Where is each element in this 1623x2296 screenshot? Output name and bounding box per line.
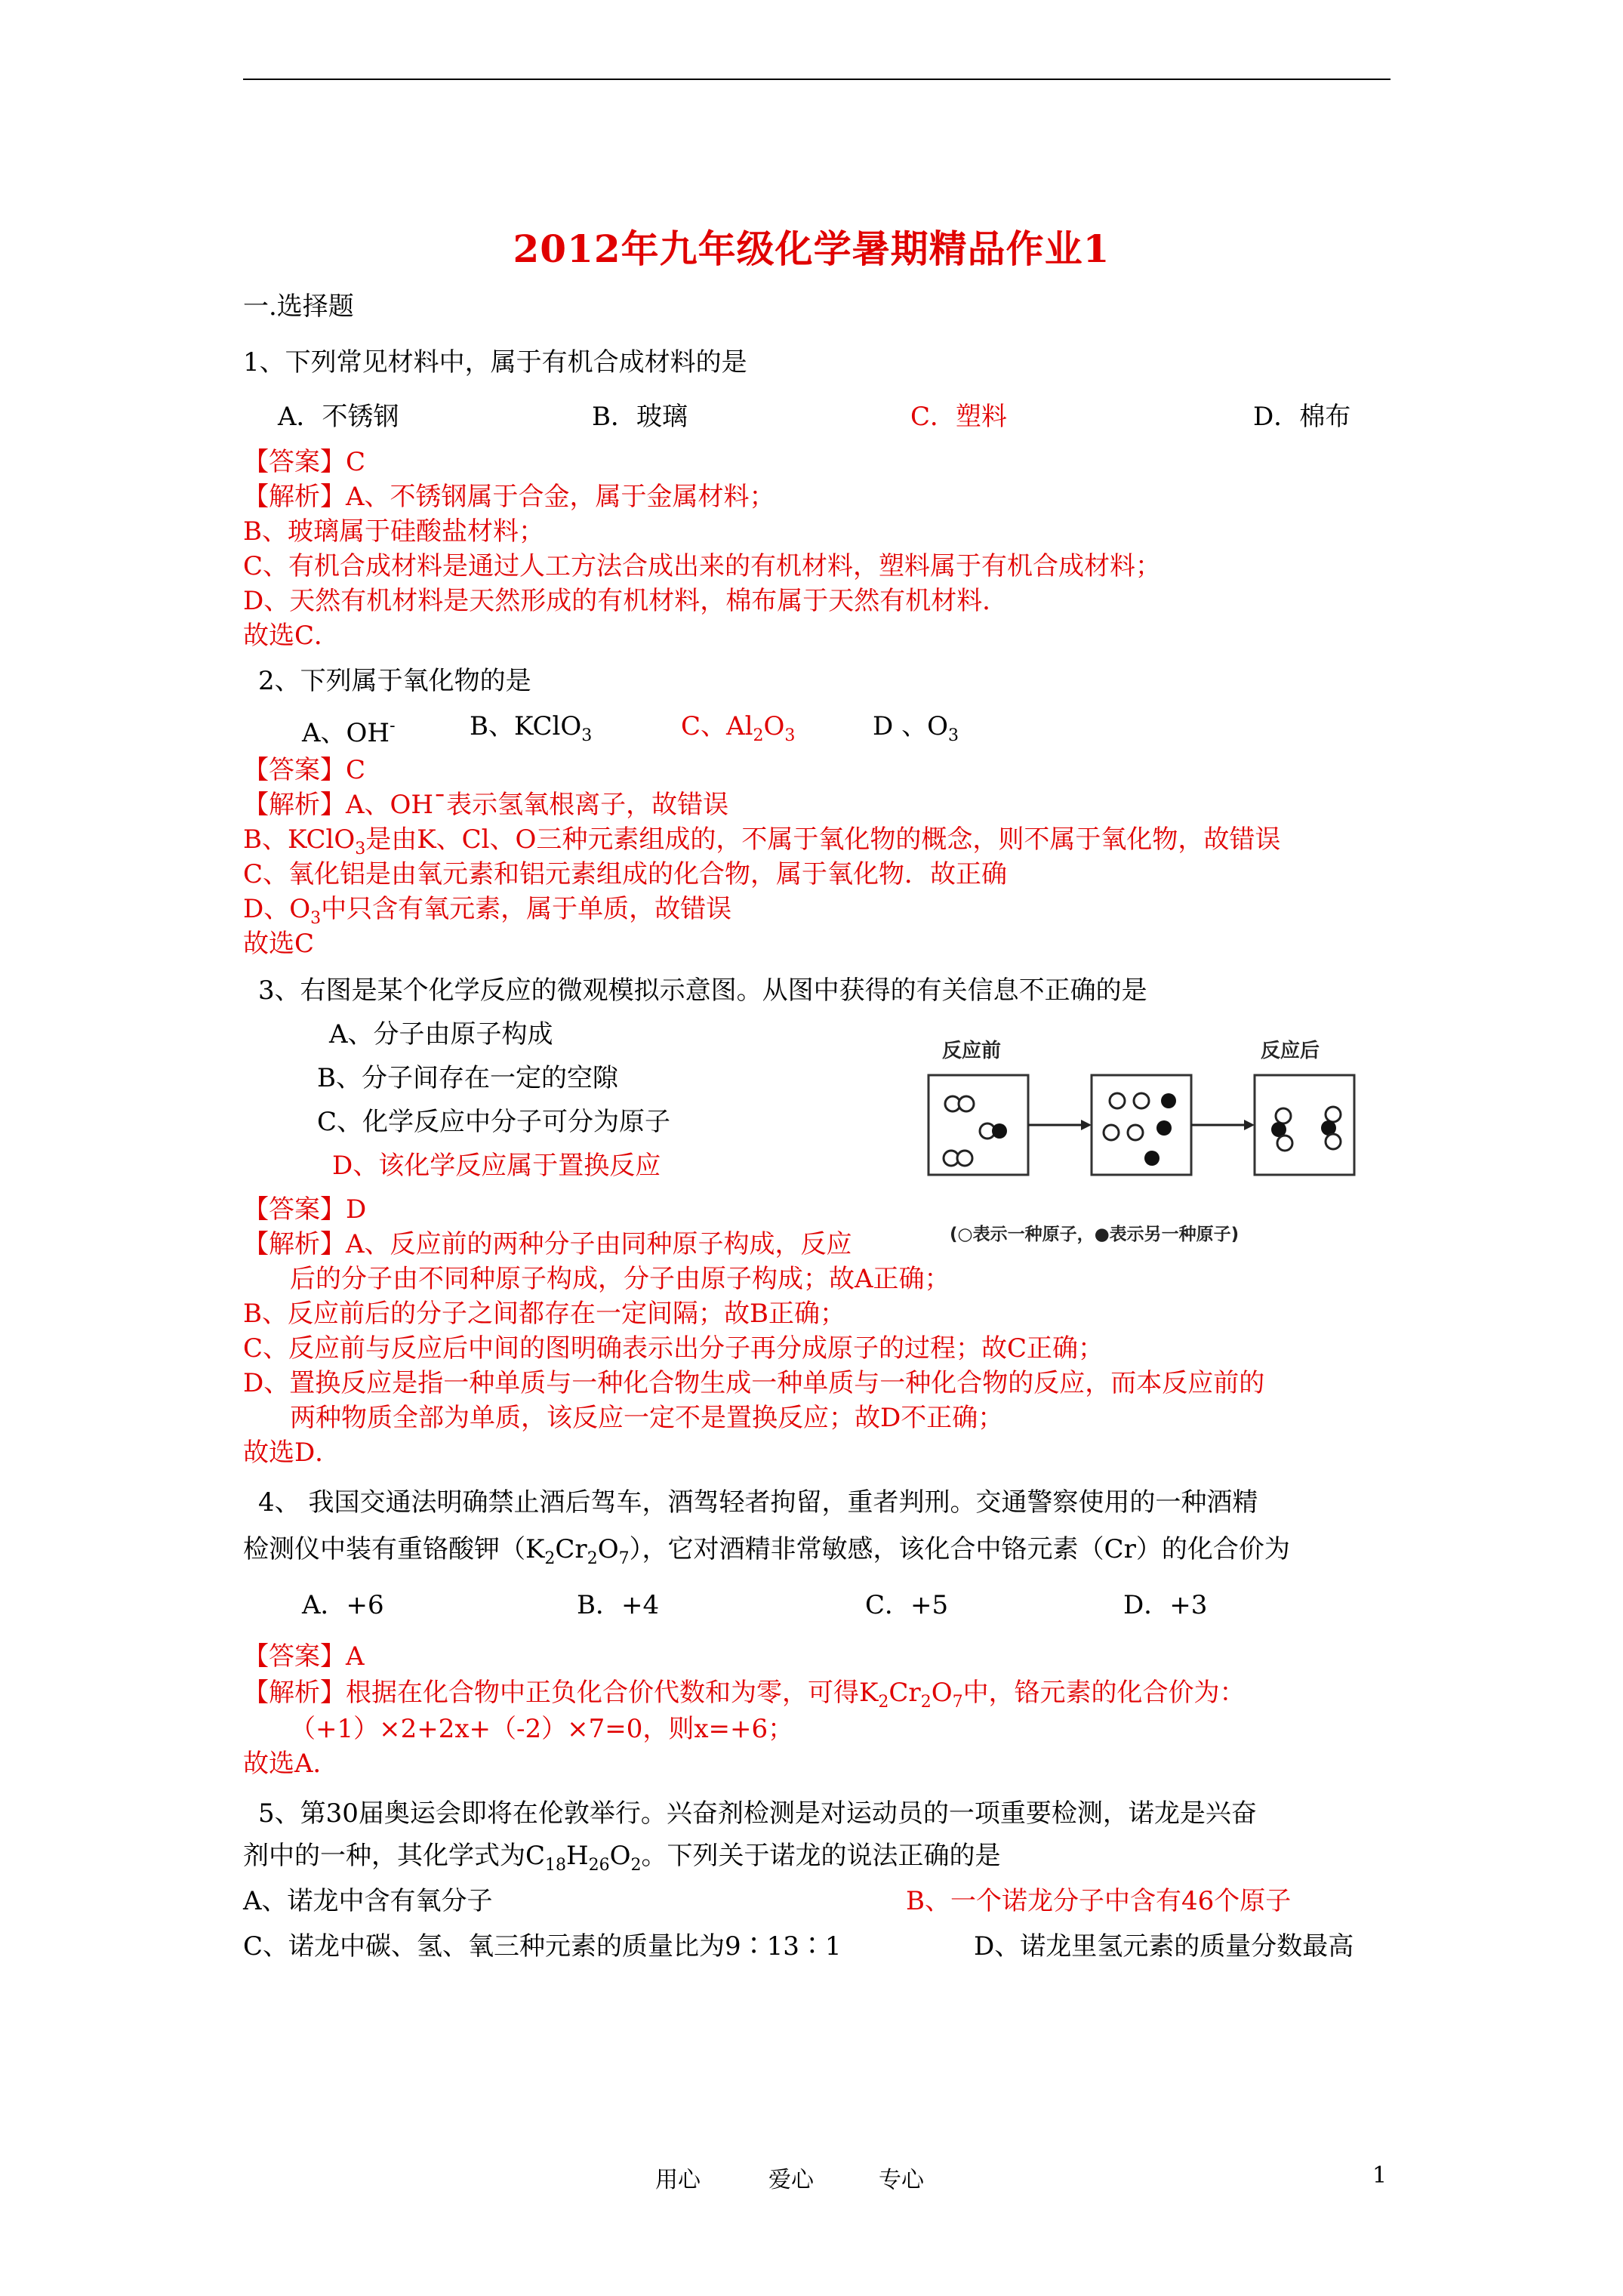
q2-analysis-line: D、$O_3$中只含有氧元素，属于单质，故错误 xyxy=(243,894,732,928)
header-rule xyxy=(243,79,1390,80)
page-number: 1 xyxy=(1372,2162,1387,2189)
footer-item: 用心 xyxy=(655,2167,701,2193)
footer-item: 爱心 xyxy=(768,2167,814,2193)
box-middle xyxy=(1092,1075,1191,1175)
q5-option-b: B、一个诺龙分子中含有46个原子 xyxy=(906,1886,1292,1916)
q3-option-a: A、分子由原子构成 xyxy=(329,1019,553,1049)
q2-stem: 2、下列属于氧化物的是 xyxy=(258,666,531,696)
q2-answer: 【答案】C xyxy=(243,755,366,785)
q5-option-d: D、诺龙里氢元素的质量分数最高 xyxy=(974,1931,1354,1962)
q3-answer: 【答案】D xyxy=(243,1194,367,1225)
q5-stem: 5、第30届奥运会即将在伦敦举行。兴奋剂检测是对运动员的一项重要检测，诺龙是兴奋 xyxy=(258,1798,1257,1829)
q3-analysis-line: D、置换反应是指一种单质与一种化合物生成一种单质与一种化合物的反应，而本反应前的 xyxy=(243,1368,1265,1398)
q3-analysis-line: C、反应前与反应后中间的图明确表示出分子再分成原子的过程；故C正确； xyxy=(243,1333,1104,1364)
label-after: 反应后 xyxy=(1261,1040,1320,1062)
q3-analysis-line: 【解析】A、反应前的两种分子由同种原子构成，反应 xyxy=(243,1229,852,1259)
box-after xyxy=(1255,1075,1354,1175)
q1-option-d: D．棉布 xyxy=(1253,402,1351,432)
q4-stem: 检测仪中装有重铬酸钾$(K_2Cr_2O_7)$，它对酒精非常敏感，该化合中铬元素（Cr）的化合价为 xyxy=(243,1534,1290,1568)
q1-analysis-line: 【解析】A、不锈钢属于合金，属于金属材料； xyxy=(243,482,775,512)
q5-stem: 剂中的一种，其化学式为$C_{18}H_{26}O_2$。下列关于诺龙的说法正确的是 xyxy=(243,1841,1001,1875)
section-heading: 一.选择题 xyxy=(243,291,354,322)
q4-option-a: A．+6 xyxy=(302,1590,384,1620)
q1-option-b: B．玻璃 xyxy=(592,402,688,432)
q1-analysis-line: D、天然有机材料是天然形成的有机材料，棉布属于天然有机材料． xyxy=(243,586,1009,616)
q2-option-d: D 、$O_3$ xyxy=(873,711,959,745)
q4-option-b: B．+4 xyxy=(577,1590,660,1620)
q2-option-c: C、$Al_2O_3$ xyxy=(681,711,796,745)
q1-option-a: A．不锈钢 xyxy=(278,402,399,432)
q2-option-b: B、KClO$_3$ xyxy=(470,711,593,745)
q1-stem: 1、下列常见材料中，属于有机合成材料的是 xyxy=(243,347,747,378)
q5-option-a: A、诺龙中含有氧分子 xyxy=(243,1886,493,1916)
q4-choice: 故选A． xyxy=(243,1749,339,1779)
q1-option-c: C．塑料 xyxy=(910,402,1008,432)
q2-analysis-line: B、KClO$_3$是由K、Cl、O三种元素组成的，不属于氧化物的概念，则不属于氧化物，故错误 xyxy=(243,824,1281,858)
q4-answer: 【答案】A xyxy=(243,1641,365,1672)
q4-stem: 4、 我国交通法明确禁止酒后驾车，酒驾轻者拘留，重者判刑。交通警察使用的一种酒精 xyxy=(258,1487,1258,1518)
q4-option-c: C．+5 xyxy=(865,1590,949,1620)
label-before: 反应前 xyxy=(942,1040,1002,1062)
q3-choice: 故选D． xyxy=(243,1438,341,1468)
q3-analysis-line: 两种物质全部为单质，该反应一定不是置换反应；故D不正确； xyxy=(290,1403,1004,1433)
q1-choice: 故选C． xyxy=(243,621,340,651)
q4-analysis-line: （+1）×2+2x+（-2）×7=0，则x=+6； xyxy=(290,1714,794,1744)
q1-analysis-line: B、玻璃属于硅酸盐材料； xyxy=(243,516,544,547)
q3-option-d: D、该化学反应属于置换反应 xyxy=(332,1151,661,1181)
q2-analysis-line: C、氧化铝是由氧元素和铝元素组成的化合物，属于氧化物．故正确 xyxy=(243,859,1008,889)
q2-choice: 故选C xyxy=(243,929,315,959)
q1-answer: 【答案】C xyxy=(243,447,366,477)
legend: (○表示一种原子，●表示另一种原子) xyxy=(950,1225,1240,1244)
q2-analysis-line: 【解析】A、OHˉ表示氢氧根离子，故错误 xyxy=(243,790,729,820)
q4-analysis-line: 【解析】根据在化合物中正负化合价代数和为零，可得$K_2Cr_2O_7$中，铬元素的化合价为： xyxy=(243,1678,1246,1712)
q3-option-b: B、分子间存在一定的空隙 xyxy=(317,1063,618,1093)
q3-option-c: C、化学反应中分子可分为原子 xyxy=(317,1107,671,1137)
page-title: 2012年九年级化学暑期精品作业1 xyxy=(513,227,1110,271)
footer-item: 专心 xyxy=(879,2167,924,2193)
q4-option-d: D．+3 xyxy=(1123,1590,1208,1620)
q5-option-c: C、诺龙中碳、氢、氧三种元素的质量比为9∶13∶1 xyxy=(243,1931,842,1962)
reaction-diagram xyxy=(913,1034,1374,1253)
q3-analysis-line: 后的分子由不同种原子构成，分子由原子构成；故A正确； xyxy=(290,1264,950,1294)
q1-analysis-line: C、有机合成材料是通过人工方法合成出来的有机材料，塑料属于有机合成材料； xyxy=(243,551,1162,581)
q3-stem: 3、右图是某个化学反应的微观模拟示意图。从图中获得的有关信息不正确的是 xyxy=(258,975,1147,1006)
q2-option-a: A、OH- xyxy=(302,717,396,748)
q3-analysis-line: B、反应前后的分子之间都存在一定间隔；故B正确； xyxy=(243,1299,845,1329)
